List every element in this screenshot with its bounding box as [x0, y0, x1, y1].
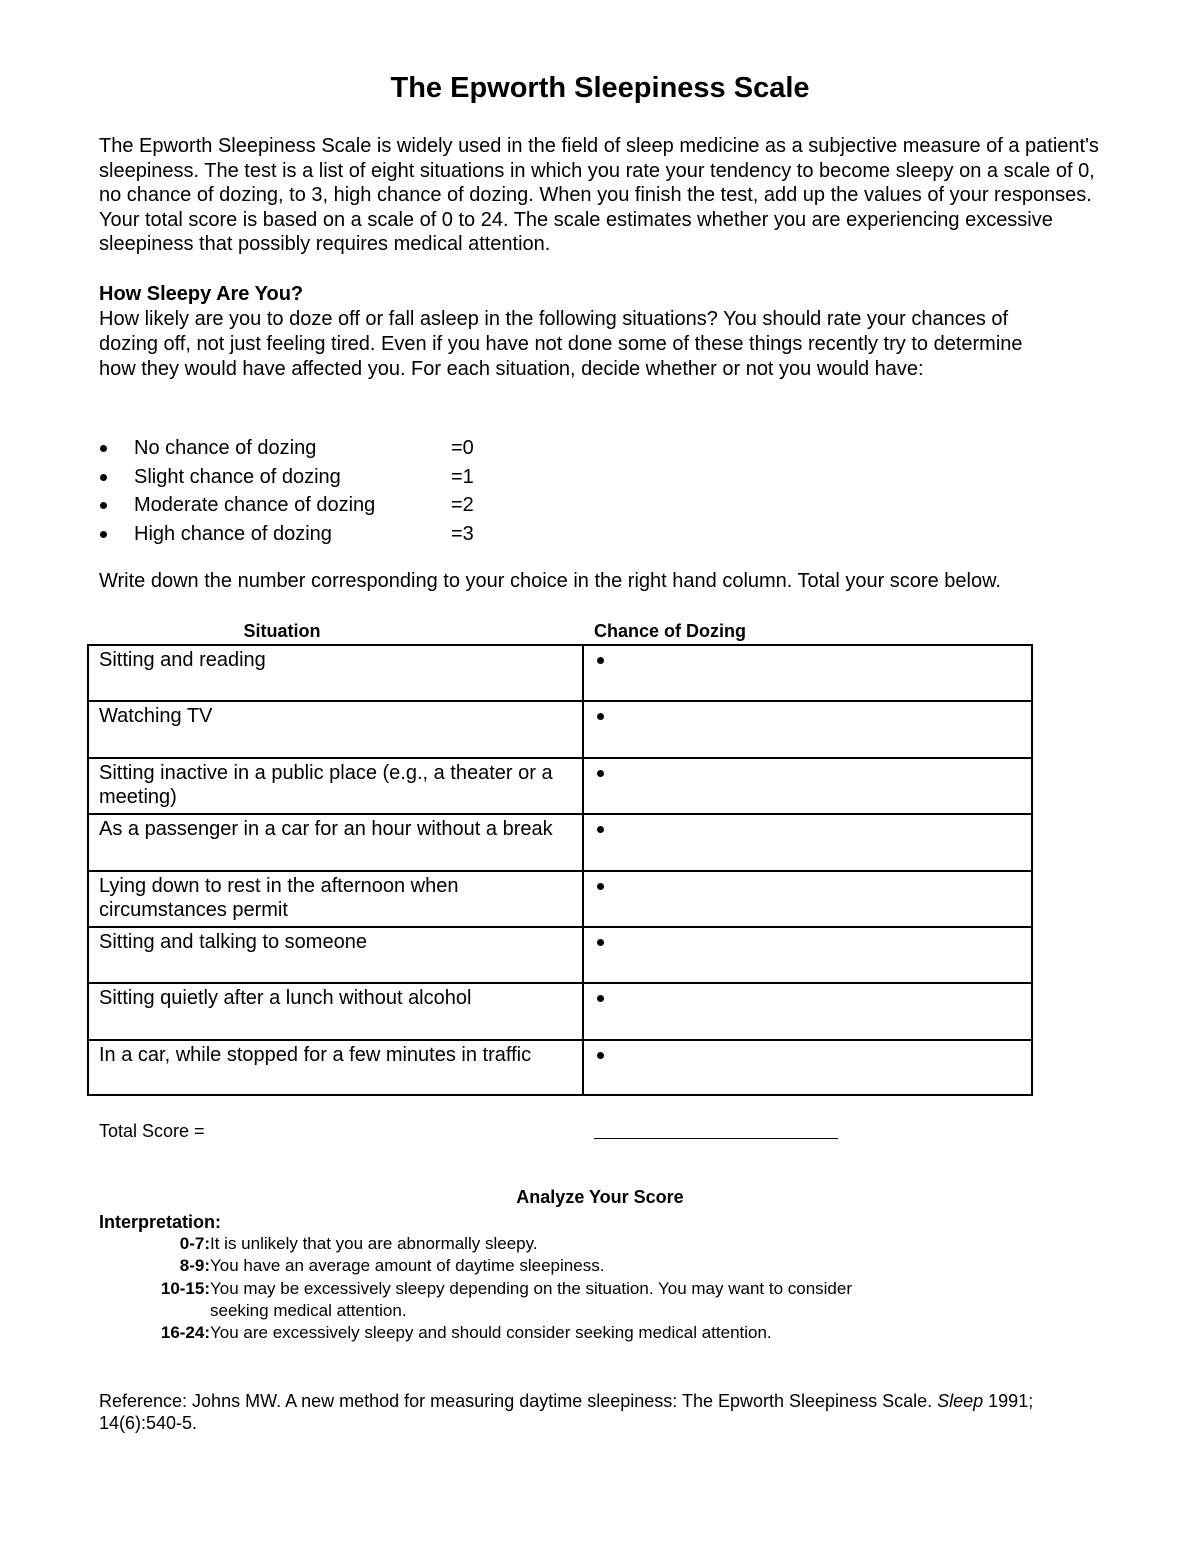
- bullet-icon: [597, 657, 604, 664]
- table-row: [89, 759, 1031, 815]
- score-description-continued: seeking medical attention.: [210, 1301, 407, 1320]
- reference-citation: [99, 1390, 1059, 1434]
- instruction-text: Write down the number corresponding to your choice in the right hand column. Total your score below.: [99, 570, 1001, 592]
- chance-cell[interactable]: [584, 984, 1031, 1039]
- chance-cell[interactable]: [584, 1041, 1031, 1094]
- score-description: You may be excessively sleepy depending on the situation. You may want to consider: [210, 1279, 853, 1298]
- interpretation-heading: Interpretation:: [99, 1212, 222, 1232]
- bullet-icon: [597, 883, 604, 890]
- rating-label: High chance of dozing: [134, 522, 332, 545]
- table-row: [89, 872, 1031, 928]
- bullet-icon: [597, 939, 604, 946]
- score-description: It is unlikely that you are abnormally sleepy.: [210, 1234, 538, 1253]
- situations-table: [87, 644, 1033, 1096]
- chance-cell[interactable]: [584, 928, 1031, 982]
- table-row: [89, 702, 1031, 759]
- bullet-icon: [597, 995, 604, 1002]
- bullet-icon: [597, 713, 604, 720]
- total-score-label: Total Score =: [99, 1121, 205, 1141]
- rating-value: =0: [451, 437, 474, 459]
- table-row: [89, 646, 1031, 702]
- reference-details: 1991; 14(6):540-5.: [99, 1391, 1034, 1433]
- chance-cell[interactable]: [584, 759, 1031, 813]
- rating-label: No chance of dozing: [134, 437, 317, 459]
- score-range: 0-7:: [179, 1234, 210, 1253]
- reference-journal: Sleep: [937, 1391, 984, 1411]
- chance-cell[interactable]: [584, 702, 1031, 757]
- situation-cell: Watching TV: [89, 702, 584, 757]
- total-score-line[interactable]: [594, 1138, 838, 1139]
- table-row: [89, 984, 1031, 1041]
- situation-cell: Sitting inactive in a public place (e.g., a theater or a meeting): [89, 759, 584, 813]
- chance-cell[interactable]: [584, 872, 1031, 926]
- situation-cell: Sitting quietly after a lunch without alcohol: [89, 984, 584, 1039]
- analyze-heading: Analyze Your Score: [516, 1187, 684, 1207]
- rating-value: =2: [451, 494, 474, 516]
- situation-cell: As a passenger in a car for an hour without a break: [89, 815, 584, 870]
- section-heading-how-sleepy: How Sleepy Are You?: [99, 283, 304, 305]
- situation-cell: Lying down to rest in the afternoon when circumstances permit: [89, 872, 584, 926]
- chance-cell[interactable]: [584, 815, 1031, 870]
- rating-value: =3: [451, 522, 474, 545]
- column-header-situation: Situation: [243, 621, 321, 641]
- table-row: [89, 928, 1031, 984]
- table-row: [89, 815, 1031, 872]
- table-row: [89, 1041, 1031, 1094]
- score-range: 10-15:: [160, 1279, 210, 1298]
- score-range: 8-9:: [179, 1256, 210, 1275]
- intro-paragraph: The Epworth Sleepiness Scale is widely used in the field of sleep medicine as a subjective measure of a patient's sleepiness. The test is a list of eight situations in which you rate your tendency to become sleepy on a scale of 0, no chance of dozing, to 3, high chance of dozing. When you finish the test, add up the values of your responses. Your total score is based on a scale of 0 to 24. The scale estimates whether you are experiencing excessive sleepiness that possibly requires medical attention.: [99, 135, 1099, 255]
- score-range: 16-24:: [160, 1323, 210, 1342]
- page-title: The Epworth Sleepiness Scale: [390, 72, 810, 104]
- score-description: You have an average amount of daytime sleepiness.: [210, 1256, 605, 1275]
- column-header-chance: Chance of Dozing: [594, 621, 746, 641]
- score-description: You are excessively sleepy and should consider seeking medical attention.: [210, 1323, 772, 1342]
- situation-cell: Sitting and talking to someone: [89, 928, 584, 982]
- bullet-icon: [597, 1052, 604, 1059]
- bullet-icon: [597, 770, 604, 777]
- chance-cell[interactable]: [584, 646, 1031, 700]
- rating-label: Slight chance of dozing: [134, 465, 341, 488]
- reference-text: Reference: Johns MW. A new method for measuring daytime sleepiness: The Epworth Sleepiness Scale.: [99, 1391, 938, 1411]
- how-sleepy-paragraph: How likely are you to doze off or fall asleep in the following situations? You should rate your chances of dozing off, not just feeling tired. Even if you have not done some of these things recently try to determine how they would have affected you. For each situation, decide whether or not you would have:: [99, 308, 1023, 380]
- rating-label: Moderate chance of dozing: [134, 494, 376, 516]
- rating-value: =1: [451, 465, 474, 488]
- situation-cell: In a car, while stopped for a few minutes in traffic: [89, 1041, 584, 1094]
- situation-cell: Sitting and reading: [89, 646, 584, 700]
- bullet-icon: [597, 826, 604, 833]
